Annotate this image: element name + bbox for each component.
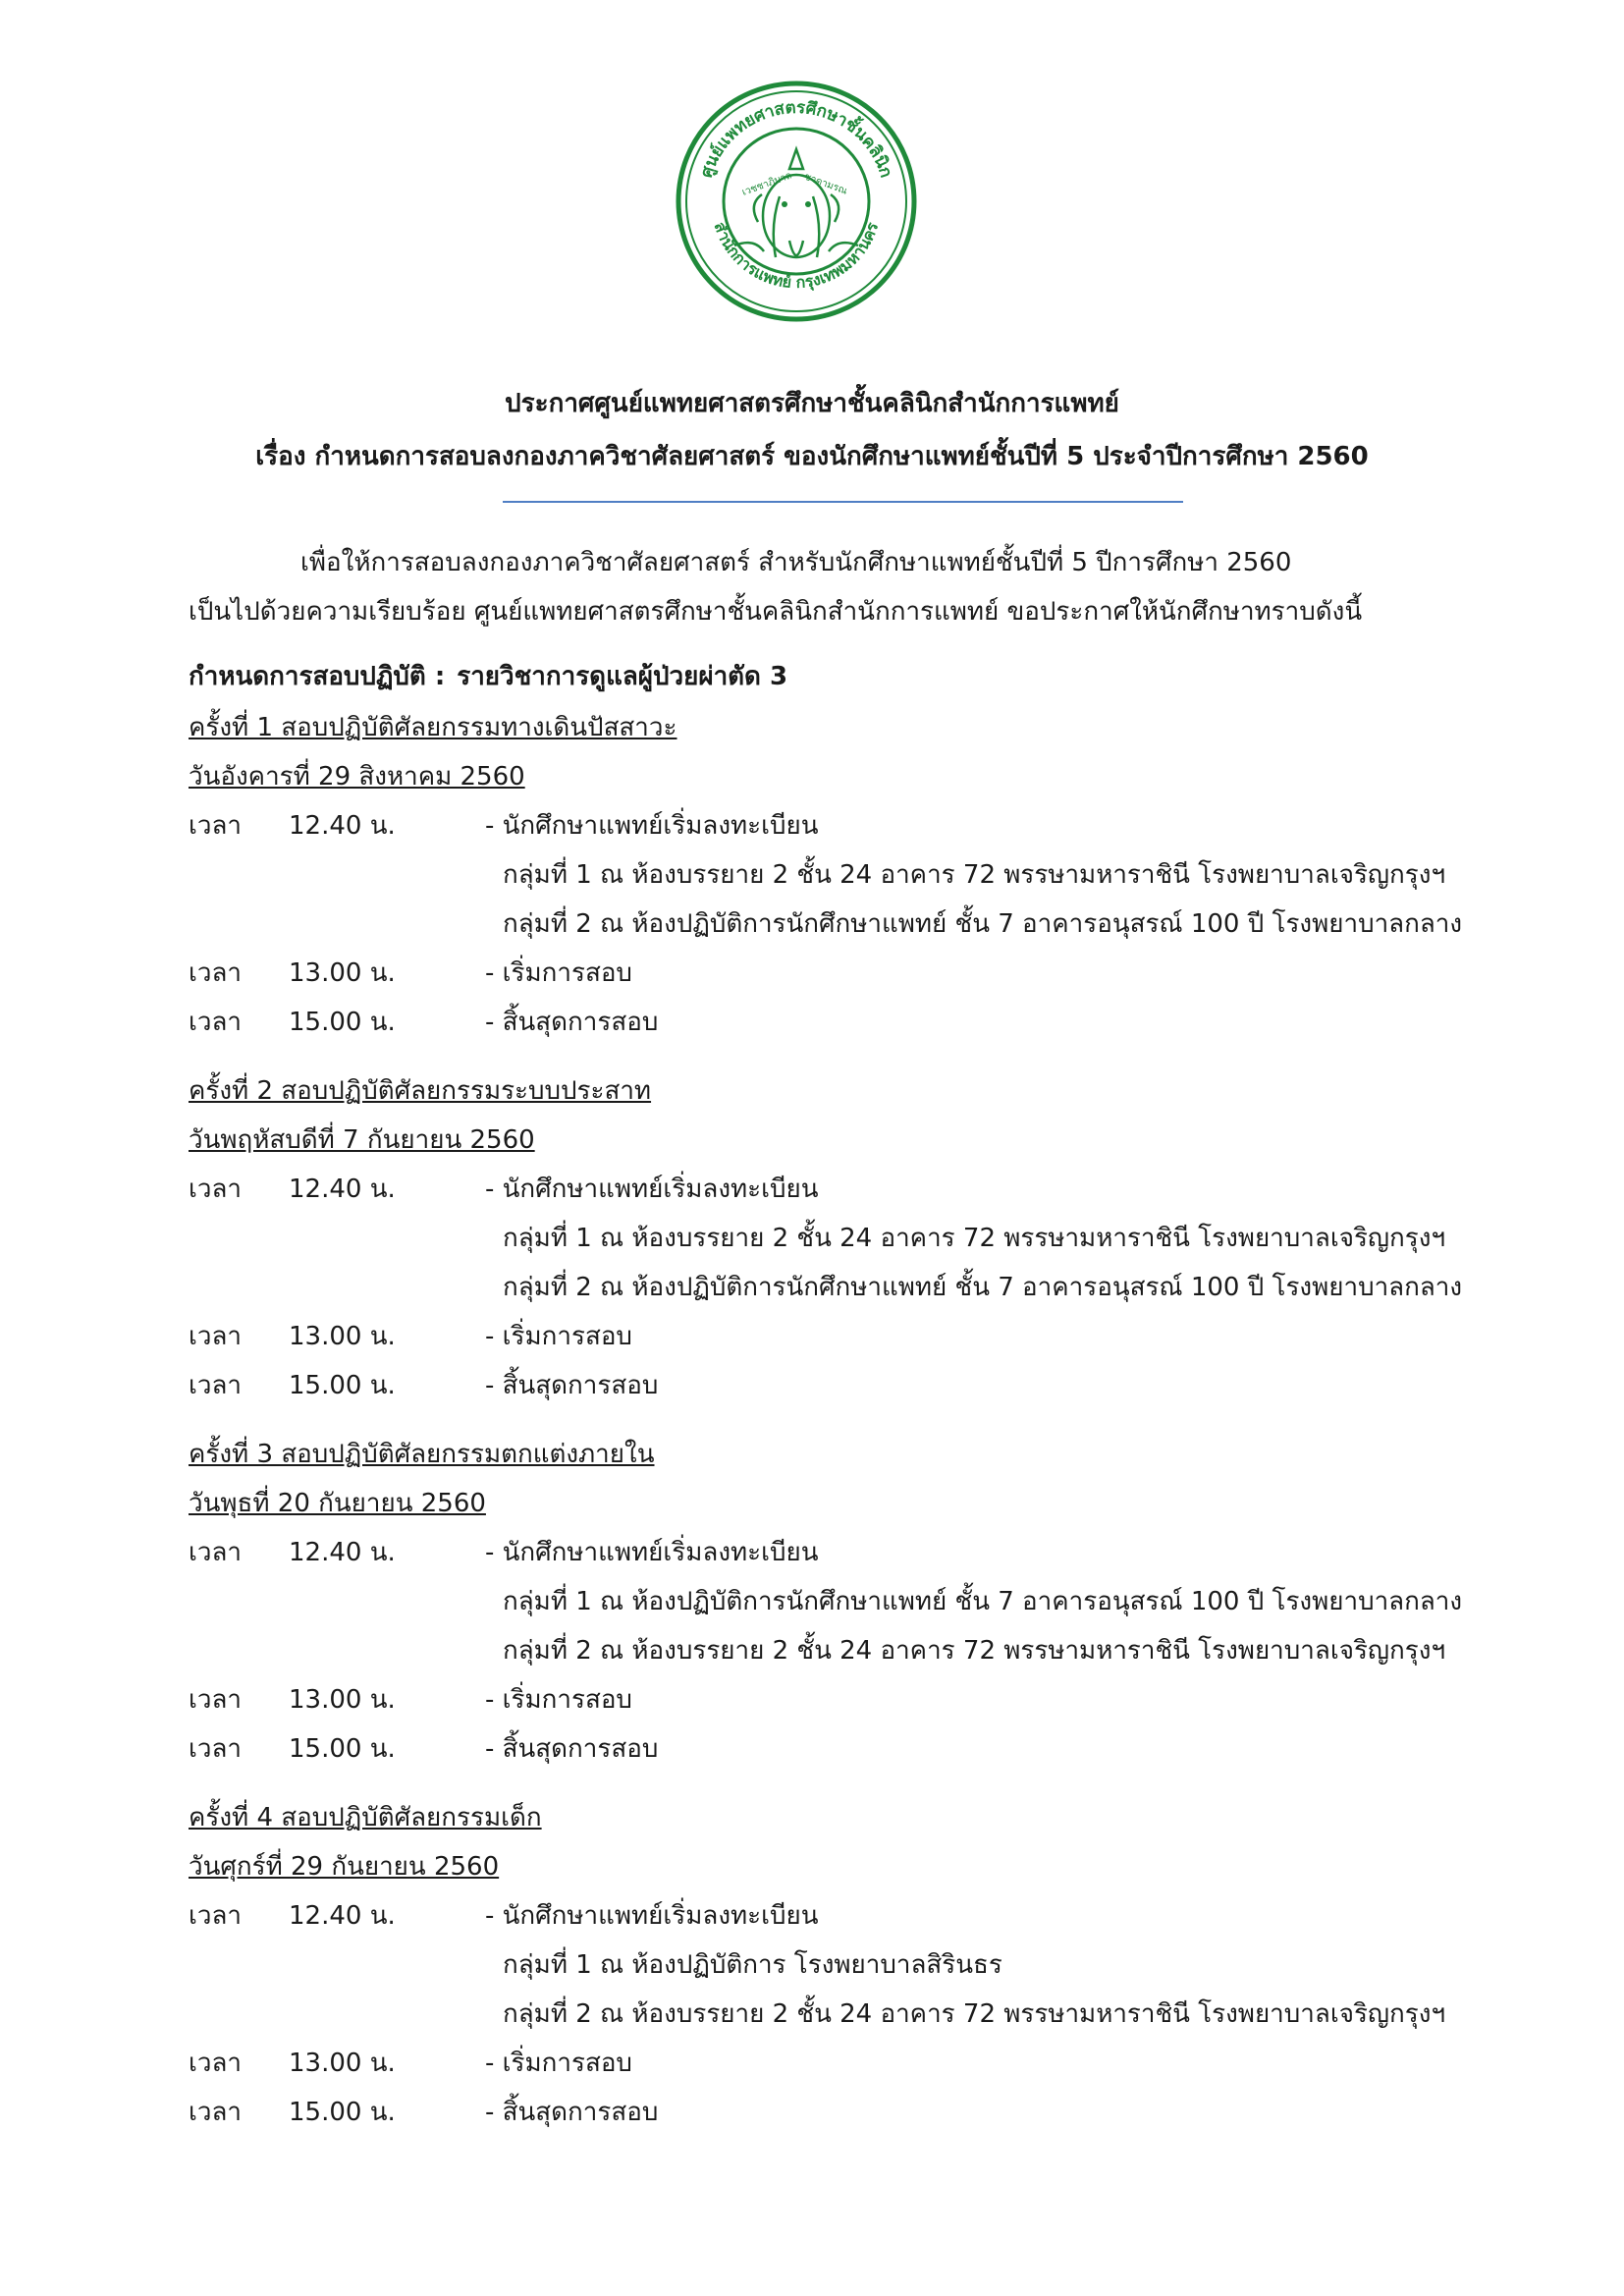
schedule-description: - เริ่มการสอบ: [485, 1322, 632, 1351]
time-value: 13.00 น.: [289, 1685, 396, 1715]
exam-session-3: [189, 1430, 1485, 1774]
group-location-row: [189, 1941, 1485, 1990]
time-label: เวลา: [189, 811, 243, 841]
time-label: เวลา: [189, 1322, 243, 1351]
schedule-description: - นักศึกษาแพทย์เริ่มลงทะเบียน: [485, 1538, 819, 1567]
group-location-row: [189, 1214, 1485, 1263]
practical-exam-course: รายวิชาการดูแลผู้ป่วยผ่าตัด 3: [457, 662, 788, 691]
group-location: กลุ่มที่ 1 ณ ห้องปฏิบัติการ โรงพยาบาลสิรินธร: [503, 1950, 1002, 1980]
schedule-row: [189, 949, 1485, 998]
schedule-row: [189, 801, 1485, 850]
session-title: ครั้งที่ 2 สอบปฏิบัติศัลยกรรมระบบประสาท: [189, 1076, 652, 1106]
schedule-row: [189, 1891, 1485, 1941]
schedule-row: [189, 1165, 1485, 1214]
seal-right-text: ชาดามรณ: [802, 171, 849, 197]
schedule-description: - นักศึกษาแพทย์เริ่มลงทะเบียน: [485, 1901, 819, 1931]
schedule-row: [189, 1528, 1485, 1577]
session-date: วันศุกร์ที่ 29 กันยายน 2560: [189, 1852, 500, 1882]
practical-exam-heading: [189, 656, 787, 696]
exam-session-4: [189, 1793, 1485, 2137]
time-label: เวลา: [189, 2049, 243, 2078]
schedule-row: [189, 2088, 1485, 2137]
intro-line-2: เป็นไปด้วยความเรียบร้อย ศูนย์แพทยศาสตรศึกษาชั้นคลินิกสำนักการแพทย์ ขอประกาศให้นักศึกษาทราบดังนี้: [189, 597, 1363, 627]
session-title: ครั้งที่ 1 สอบปฏิบัติศัลยกรรมทางเดินปัสสาวะ: [189, 713, 677, 742]
title-divider: [503, 501, 1183, 503]
time-label: เวลา: [189, 1175, 243, 1204]
time-value: 15.00 น.: [289, 1371, 396, 1400]
schedule-row: [189, 1675, 1485, 1724]
time-label: เวลา: [189, 1901, 243, 1931]
group-location-row: [189, 1263, 1485, 1312]
group-location: กลุ่มที่ 1 ณ ห้องบรรยาย 2 ชั้น 24 อาคาร 72 พรรษามหาราชินี โรงพยาบาลเจริญกรุงฯ: [503, 860, 1446, 890]
time-value: 13.00 น.: [289, 1322, 396, 1351]
group-location: กลุ่มที่ 1 ณ ห้องบรรยาย 2 ชั้น 24 อาคาร 72 พรรษามหาราชินี โรงพยาบาลเจริญกรุงฯ: [503, 1224, 1446, 1253]
time-label: เวลา: [189, 1538, 243, 1567]
time-label: เวลา: [189, 2098, 243, 2127]
seal-lower-text: สำนักการแพทย์ กรุงเทพมหานคร: [710, 219, 883, 293]
time-value: 12.40 น.: [289, 1538, 396, 1567]
group-location-row: [189, 1626, 1485, 1675]
group-location: กลุ่มที่ 1 ณ ห้องปฏิบัติการนักศึกษาแพทย์ ชั้น 7 อาคารอนุสรณ์ 100 ปี โรงพยาบาลกลาง: [503, 1587, 1463, 1616]
session-title: ครั้งที่ 3 สอบปฏิบัติศัลยกรรมตกแต่งภายใน: [189, 1440, 655, 1469]
schedule-description: - เริ่มการสอบ: [485, 1685, 632, 1715]
schedule-description: - สิ้นสุดการสอบ: [485, 2098, 659, 2127]
time-label: เวลา: [189, 1685, 243, 1715]
exam-session-2: [189, 1066, 1485, 1410]
schedule-row: [189, 998, 1485, 1047]
schedule-row: [189, 1724, 1485, 1774]
group-location: กลุ่มที่ 2 ณ ห้องบรรยาย 2 ชั้น 24 อาคาร 72 พรรษามหาราชินี โรงพยาบาลเจริญกรุงฯ: [503, 1999, 1446, 2029]
time-value: 15.00 น.: [289, 1734, 396, 1764]
group-location: กลุ่มที่ 2 ณ ห้องปฏิบัติการนักศึกษาแพทย์ ชั้น 7 อาคารอนุสรณ์ 100 ปี โรงพยาบาลกลาง: [503, 909, 1463, 939]
group-location: กลุ่มที่ 2 ณ ห้องบรรยาย 2 ชั้น 24 อาคาร 72 พรรษามหาราชินี โรงพยาบาลเจริญกรุงฯ: [503, 1636, 1446, 1666]
time-value: 15.00 น.: [289, 1008, 396, 1037]
schedule-row: [189, 1361, 1485, 1410]
announcement-subject: เรื่อง กำหนดการสอบลงกองภาควิชาศัลยศาสตร์ ของนักศึกษาแพทย์ชั้นปีที่ 5 ประจำปีการศึกษา 2560: [255, 442, 1369, 471]
session-date: วันพฤหัสบดีที่ 7 กันยายน 2560: [189, 1125, 535, 1155]
time-label: เวลา: [189, 1008, 243, 1037]
schedule-description: - สิ้นสุดการสอบ: [485, 1008, 659, 1037]
time-label: เวลา: [189, 958, 243, 988]
group-location-row: [189, 900, 1485, 949]
intro-line-1: เพื่อให้การสอบลงกองภาควิชาศัลยศาสตร์ สำหรับนักศึกษาแพทย์ชั้นปีที่ 5 ปีการศึกษา 2560: [300, 548, 1292, 577]
seal-upper-text: ศูนย์แพทยศาสตรศึกษาชั้นคลินิก: [696, 97, 896, 181]
time-value: 12.40 น.: [289, 1175, 396, 1204]
schedule-description: - สิ้นสุดการสอบ: [485, 1371, 659, 1400]
group-location-row: [189, 850, 1485, 900]
schedule-row: [189, 2039, 1485, 2088]
time-value: 13.00 น.: [289, 958, 396, 988]
time-value: 12.40 น.: [289, 811, 396, 841]
session-date: วันอังคารที่ 29 สิงหาคม 2560: [189, 762, 525, 792]
practical-exam-label: กำหนดการสอบปฏิบัติ :: [189, 662, 446, 691]
time-value: 12.40 น.: [289, 1901, 396, 1931]
time-value: 15.00 น.: [289, 2098, 396, 2127]
group-location-row: [189, 1990, 1485, 2039]
seal-left-text: เวชชาภิบาล: [740, 170, 793, 198]
announcement-title: ประกาศศูนย์แพทยศาสตรศึกษาชั้นคลินิกสำนักการแพทย์: [505, 389, 1119, 418]
time-label: เวลา: [189, 1734, 243, 1764]
schedule-description: - สิ้นสุดการสอบ: [485, 1734, 659, 1764]
time-value: 13.00 น.: [289, 2049, 396, 2078]
session-title: ครั้งที่ 4 สอบปฏิบัติศัลยกรรมเด็ก: [189, 1803, 542, 1832]
session-date: วันพุธที่ 20 กันยายน 2560: [189, 1489, 486, 1518]
schedule-description: - นักศึกษาแพทย์เริ่มลงทะเบียน: [485, 811, 819, 841]
schedule-description: - เริ่มการสอบ: [485, 958, 632, 988]
group-location: กลุ่มที่ 2 ณ ห้องปฏิบัติการนักศึกษาแพทย์ ชั้น 7 อาคารอนุสรณ์ 100 ปี โรงพยาบาลกลาง: [503, 1273, 1463, 1302]
schedule-description: - นักศึกษาแพทย์เริ่มลงทะเบียน: [485, 1175, 819, 1204]
group-location-row: [189, 1577, 1485, 1626]
exam-session-1: [189, 703, 1485, 1047]
schedule-description: - เริ่มการสอบ: [485, 2049, 632, 2078]
time-label: เวลา: [189, 1371, 243, 1400]
schedule-row: [189, 1312, 1485, 1361]
seal-logo: [674, 79, 919, 324]
